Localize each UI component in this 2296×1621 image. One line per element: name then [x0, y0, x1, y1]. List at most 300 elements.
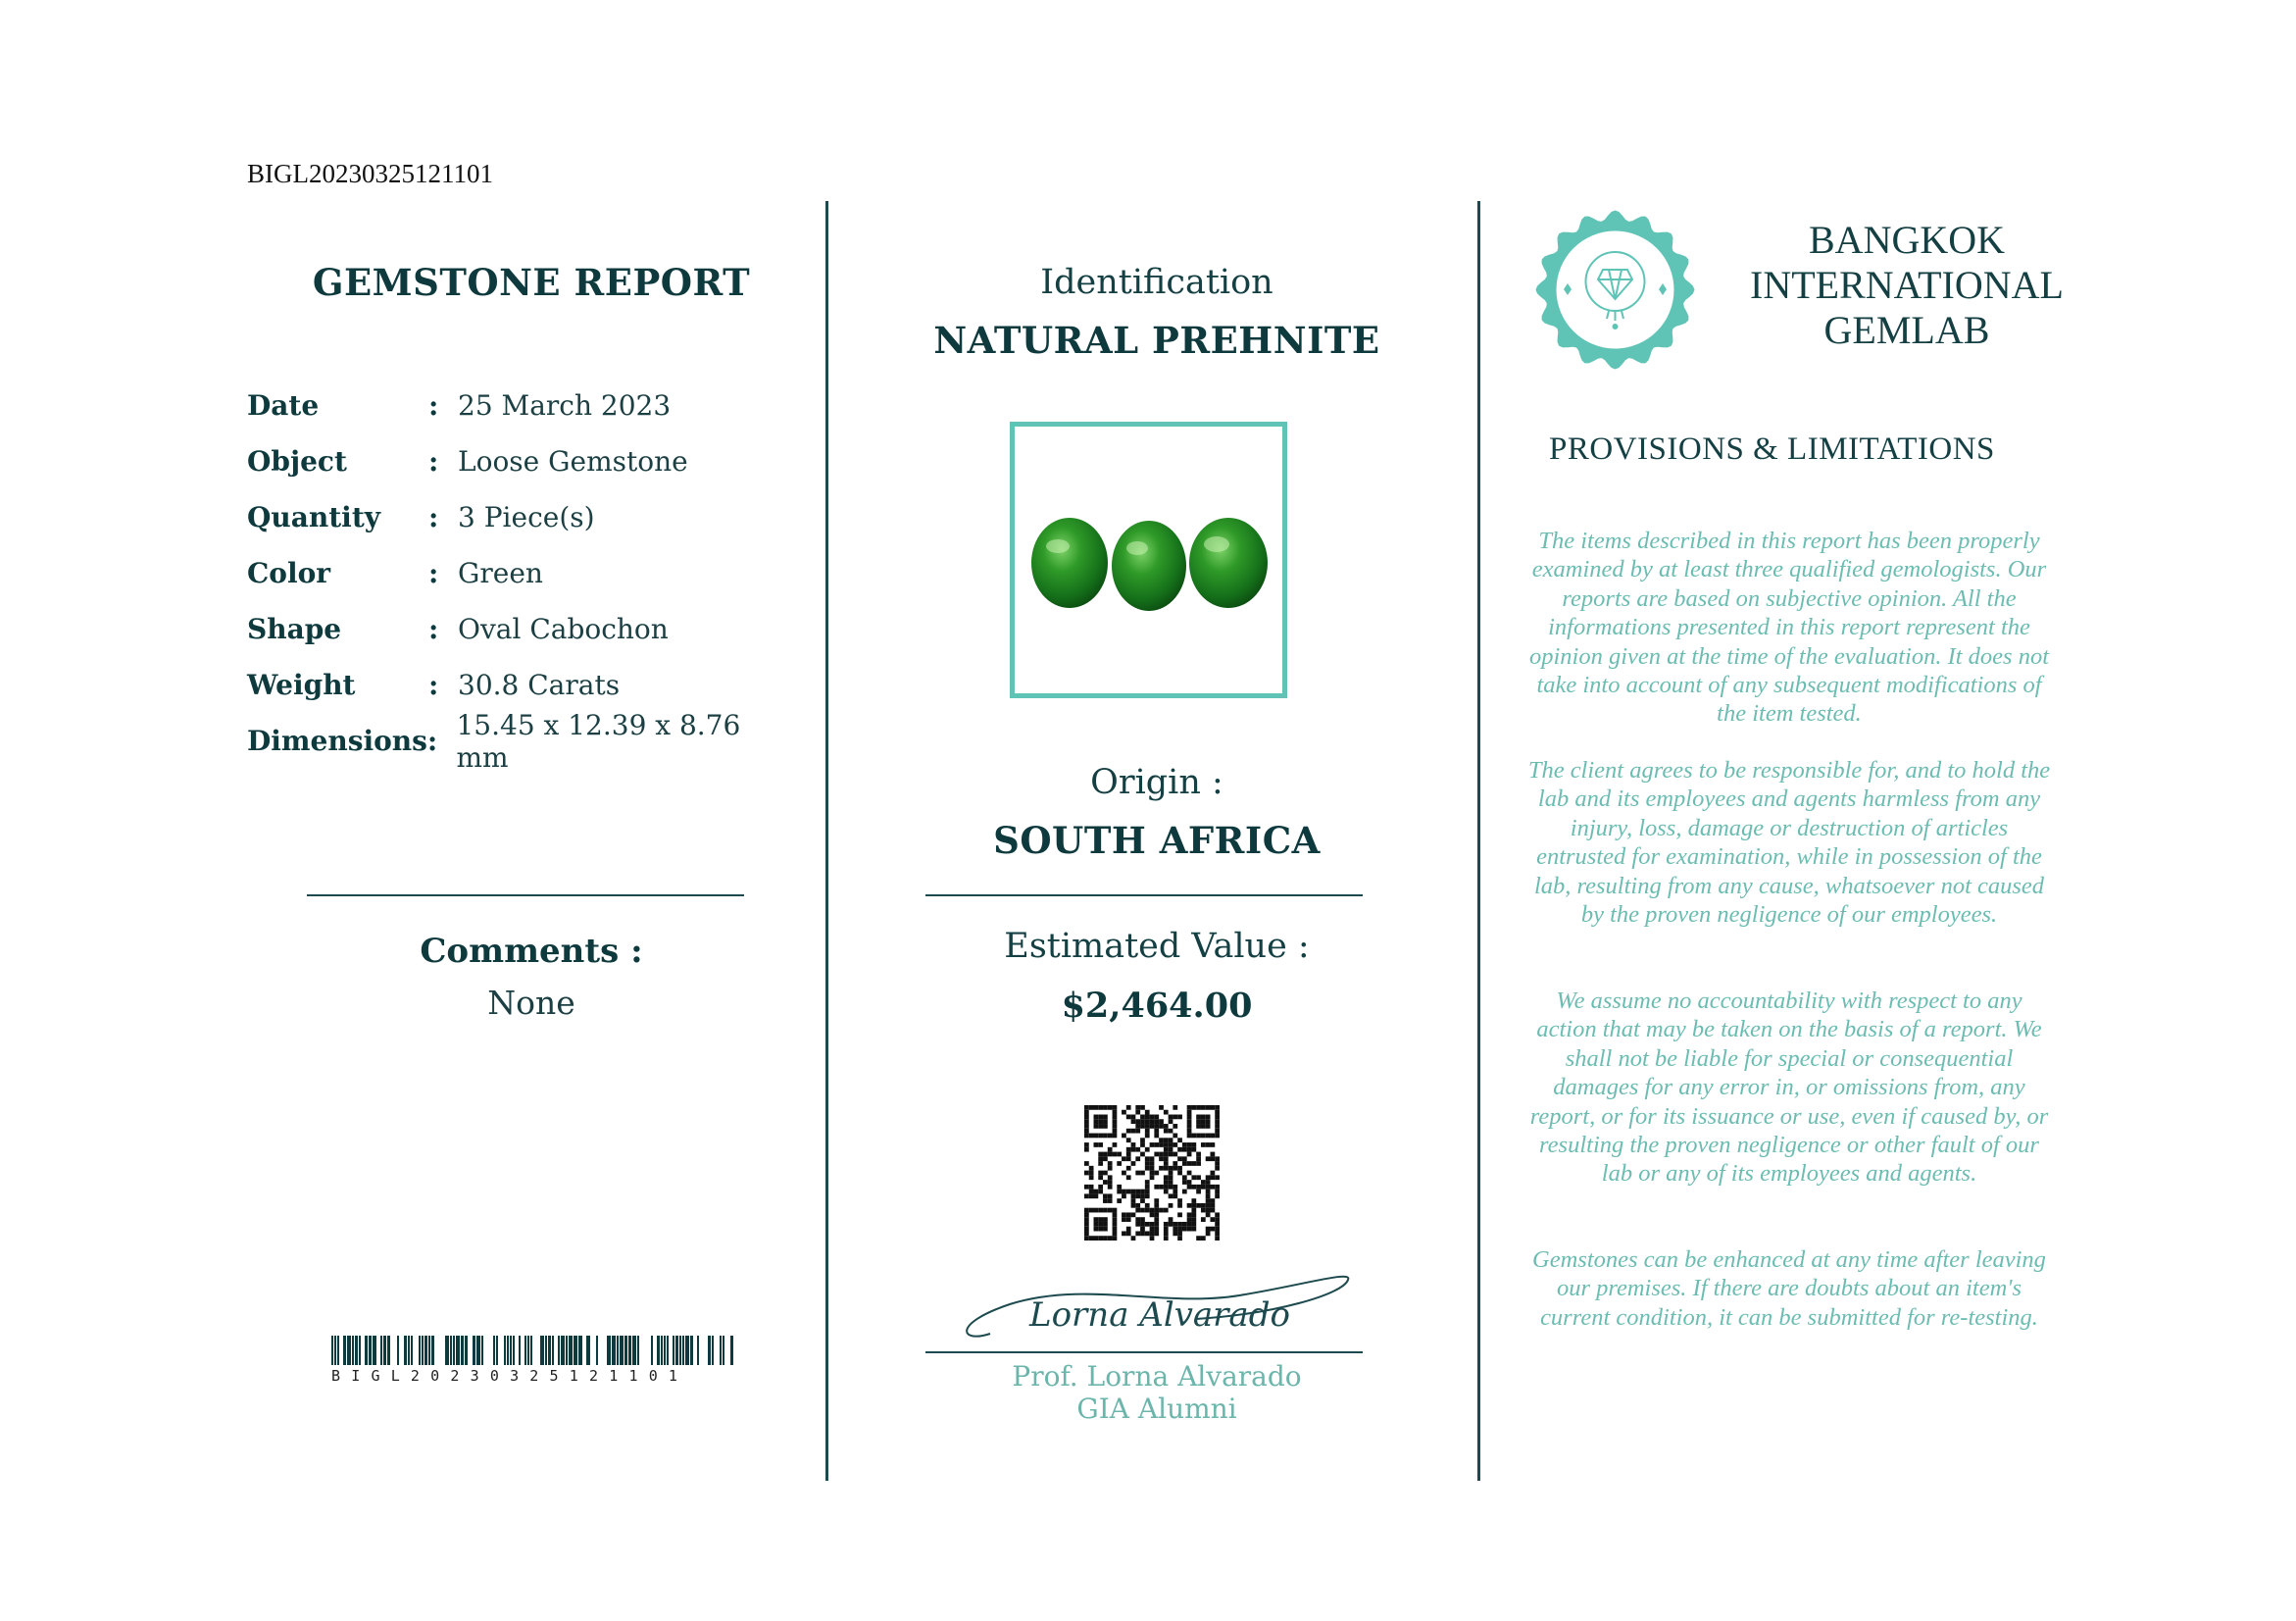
qr-module — [1173, 1190, 1177, 1194]
qr-module — [1150, 1212, 1155, 1217]
qr-module — [1206, 1231, 1211, 1236]
qr-module — [1084, 1193, 1089, 1198]
qr-module — [1122, 1193, 1126, 1198]
qr-module — [1206, 1156, 1211, 1161]
field-value: 3 Piece(s) — [458, 501, 595, 533]
qr-finder-module — [1215, 1134, 1220, 1139]
comments-label: Comments : — [420, 932, 643, 971]
qr-module — [1154, 1217, 1159, 1222]
qr-finder-module — [1187, 1115, 1192, 1120]
qr-module — [1126, 1115, 1131, 1120]
barcode-bar — [519, 1336, 521, 1365]
barcode-bar — [620, 1336, 624, 1365]
qr-finder-module — [1215, 1105, 1220, 1110]
qr-module — [1177, 1222, 1182, 1227]
qr-finder-module — [1113, 1217, 1118, 1222]
barcode-bar — [712, 1336, 714, 1365]
qr-module — [1164, 1152, 1169, 1157]
qr-module — [1173, 1134, 1177, 1139]
barcode-bar — [673, 1336, 674, 1365]
qr-module — [1084, 1185, 1089, 1190]
barcode-bar — [675, 1336, 678, 1365]
barcode-bar — [661, 1336, 663, 1365]
barcode-bar — [380, 1336, 382, 1365]
identification-value: NATURAL PREHNITE — [933, 319, 1380, 362]
qr-module — [1154, 1231, 1159, 1236]
qr-module — [1150, 1222, 1155, 1227]
lab-name-line: GEMLAB — [1823, 308, 1990, 352]
barcode-bar — [679, 1336, 681, 1365]
qr-module — [1098, 1152, 1103, 1157]
qr-module — [1169, 1193, 1173, 1198]
field-colon: : — [426, 725, 438, 757]
qr-finder-module — [1191, 1134, 1196, 1139]
qr-finder-module — [1103, 1124, 1108, 1129]
barcode-bar — [524, 1336, 526, 1365]
qr-module — [1177, 1231, 1182, 1236]
field-colon: : — [428, 501, 439, 533]
qr-module — [1150, 1236, 1155, 1241]
qr-module — [1131, 1198, 1136, 1203]
barcode-bar — [708, 1336, 711, 1365]
qr-module — [1206, 1198, 1211, 1203]
qr-module — [1164, 1185, 1169, 1190]
qr-module — [1135, 1231, 1140, 1236]
qr-module — [1126, 1147, 1131, 1152]
qr-module — [1126, 1175, 1131, 1180]
qr-module — [1145, 1185, 1150, 1190]
qr-module — [1145, 1115, 1150, 1120]
barcode-text: BIGL20230325121101 — [331, 1367, 689, 1385]
qr-finder-module — [1103, 1217, 1108, 1222]
qr-finder-module — [1113, 1110, 1118, 1115]
qr-module — [1215, 1193, 1220, 1198]
barcode-bar — [352, 1336, 354, 1365]
qr-finder-module — [1098, 1217, 1103, 1222]
qr-module — [1126, 1166, 1131, 1171]
qr-module — [1201, 1185, 1206, 1190]
barcode-bar — [558, 1336, 560, 1365]
lab-name-line: BANGKOK — [1809, 218, 2005, 262]
field-label: Dimensions — [247, 725, 427, 757]
gemstone-photo — [1010, 422, 1287, 698]
qr-module — [1215, 1217, 1220, 1222]
qr-module — [1182, 1227, 1187, 1232]
qr-finder-module — [1113, 1115, 1118, 1120]
barcode-bar — [664, 1336, 666, 1365]
qr-module — [1126, 1138, 1131, 1142]
qr-module — [1164, 1231, 1169, 1236]
qr-finder-module — [1084, 1119, 1089, 1124]
qr-module — [1177, 1198, 1182, 1203]
field-colon: : — [428, 389, 439, 422]
qr-module — [1098, 1171, 1103, 1176]
field-row-object — [247, 433, 796, 489]
qr-module — [1173, 1124, 1177, 1129]
qr-module — [1182, 1175, 1187, 1180]
qr-module — [1108, 1147, 1113, 1152]
barcode-bar — [445, 1336, 449, 1365]
qr-module — [1150, 1175, 1155, 1180]
qr-finder-module — [1084, 1217, 1089, 1222]
qr-module — [1191, 1185, 1196, 1190]
qr-module — [1169, 1185, 1173, 1190]
qr-module — [1154, 1134, 1159, 1139]
qr-module — [1215, 1161, 1220, 1166]
qr-module — [1159, 1142, 1164, 1147]
qr-module — [1206, 1193, 1211, 1198]
qr-finder-module — [1084, 1231, 1089, 1236]
qr-module — [1145, 1222, 1150, 1227]
barcode-bar — [355, 1336, 358, 1365]
qr-module — [1150, 1208, 1155, 1213]
qr-module — [1187, 1185, 1192, 1190]
barcode-bar — [628, 1336, 631, 1365]
qr-module — [1210, 1203, 1215, 1208]
qr-finder-module — [1113, 1227, 1118, 1232]
qr-finder-module — [1084, 1115, 1089, 1120]
qr-module — [1154, 1222, 1159, 1227]
qr-module — [1177, 1115, 1182, 1120]
qr-finder-module — [1098, 1115, 1103, 1120]
qr-module — [1145, 1208, 1150, 1213]
barcode-bar — [343, 1336, 346, 1365]
qr-module — [1131, 1236, 1136, 1241]
qr-module — [1117, 1185, 1122, 1190]
qr-finder-module — [1113, 1236, 1118, 1241]
qr-module — [1122, 1190, 1126, 1194]
qr-module — [1210, 1217, 1215, 1222]
field-colon: : — [428, 669, 439, 701]
qr-module — [1135, 1203, 1140, 1208]
qr-module — [1103, 1152, 1108, 1157]
qr-module — [1201, 1203, 1206, 1208]
qr-finder-module — [1113, 1208, 1118, 1213]
qr-finder-module — [1094, 1105, 1099, 1110]
barcode-bar — [337, 1336, 339, 1365]
qr-module — [1113, 1142, 1118, 1147]
qr-module — [1131, 1129, 1136, 1134]
qr-module — [1145, 1180, 1150, 1185]
qr-module — [1177, 1203, 1182, 1208]
qr-finder-module — [1084, 1227, 1089, 1232]
qr-module — [1210, 1198, 1215, 1203]
qr-module — [1145, 1110, 1150, 1115]
qr-finder-module — [1094, 1119, 1099, 1124]
qr-module — [1098, 1175, 1103, 1180]
qr-finder-module — [1187, 1134, 1192, 1139]
qr-finder-module — [1103, 1105, 1108, 1110]
qr-module — [1201, 1208, 1206, 1213]
qr-module — [1145, 1134, 1150, 1139]
barcode-bar — [450, 1336, 452, 1365]
qr-module — [1210, 1142, 1215, 1147]
qr-code — [1084, 1105, 1220, 1241]
qr-module — [1108, 1185, 1113, 1190]
barcode-bar — [552, 1336, 554, 1365]
qr-finder-module — [1196, 1119, 1201, 1124]
barcode — [331, 1336, 733, 1385]
qr-module — [1169, 1171, 1173, 1176]
qr-finder-module — [1206, 1115, 1211, 1120]
qr-module — [1094, 1193, 1099, 1198]
qr-module — [1117, 1152, 1122, 1157]
qr-module — [1113, 1152, 1118, 1157]
qr-module — [1122, 1217, 1126, 1222]
qr-module — [1169, 1142, 1173, 1147]
qr-finder-module — [1094, 1124, 1099, 1129]
qr-finder-module — [1098, 1124, 1103, 1129]
qr-module — [1150, 1115, 1155, 1120]
qr-module — [1215, 1231, 1220, 1236]
gemstone-image — [1015, 427, 1282, 693]
qr-module — [1159, 1166, 1164, 1171]
qr-finder-module — [1113, 1134, 1118, 1139]
qr-module — [1191, 1208, 1196, 1213]
qr-finder-module — [1098, 1134, 1103, 1139]
report-number: BIGL20230325121101 — [247, 159, 493, 188]
qr-finder-module — [1094, 1208, 1099, 1213]
barcode-bar — [453, 1336, 455, 1365]
qr-module — [1154, 1171, 1159, 1176]
qr-module — [1135, 1105, 1140, 1110]
qr-finder-module — [1210, 1134, 1215, 1139]
qr-finder-module — [1191, 1105, 1196, 1110]
barcode-bar — [507, 1336, 509, 1365]
qr-finder-module — [1094, 1227, 1099, 1232]
qr-module — [1191, 1203, 1196, 1208]
barcode-bar — [548, 1336, 551, 1365]
lab-seal-logo — [1534, 209, 1696, 371]
barcode-bar — [476, 1336, 480, 1365]
qr-module — [1135, 1119, 1140, 1124]
qr-module — [1108, 1152, 1113, 1157]
qr-module — [1187, 1180, 1192, 1185]
qr-module — [1210, 1171, 1215, 1176]
qr-finder-module — [1098, 1236, 1103, 1241]
barcode-bar — [513, 1336, 515, 1365]
qr-module — [1169, 1147, 1173, 1152]
signature-line — [925, 1351, 1363, 1353]
qr-module — [1177, 1166, 1182, 1171]
qr-module — [1173, 1185, 1177, 1190]
qr-finder-module — [1094, 1222, 1099, 1227]
qr-module — [1126, 1152, 1131, 1157]
qr-module — [1196, 1236, 1201, 1241]
qr-module — [1108, 1198, 1113, 1203]
qr-module — [1131, 1142, 1136, 1147]
qr-finder-module — [1187, 1129, 1192, 1134]
qr-module — [1196, 1185, 1201, 1190]
qr-module — [1210, 1175, 1215, 1180]
field-label: Date — [247, 389, 320, 422]
qr-module — [1103, 1180, 1108, 1185]
barcode-bars — [331, 1336, 733, 1365]
qr-module — [1206, 1227, 1211, 1232]
barcode-bar — [730, 1336, 733, 1365]
barcode-bar — [373, 1336, 376, 1365]
qr-finder-module — [1098, 1119, 1103, 1124]
qr-module — [1145, 1231, 1150, 1236]
qr-module — [1131, 1193, 1136, 1198]
barcode-bar — [365, 1336, 368, 1365]
qr-module — [1117, 1198, 1122, 1203]
qr-module — [1182, 1161, 1187, 1166]
qr-module — [1201, 1142, 1206, 1147]
signer-title: GIA Alumni — [1076, 1393, 1237, 1425]
qr-module — [1154, 1198, 1159, 1203]
qr-module — [1145, 1119, 1150, 1124]
field-row-quantity — [247, 489, 796, 545]
qr-module — [1103, 1156, 1108, 1161]
qr-module — [1135, 1217, 1140, 1222]
qr-module — [1122, 1134, 1126, 1139]
barcode-bar — [411, 1336, 413, 1365]
barcode-bar — [369, 1336, 372, 1365]
qr-module — [1191, 1217, 1196, 1222]
barcode-bar — [685, 1336, 689, 1365]
qr-module — [1173, 1193, 1177, 1198]
qr-module — [1191, 1222, 1196, 1227]
qr-module — [1169, 1175, 1173, 1180]
identification-label: Identification — [1040, 263, 1273, 302]
qr-module — [1145, 1161, 1150, 1166]
barcode-bar — [461, 1336, 464, 1365]
qr-module — [1159, 1185, 1164, 1190]
qr-module — [1145, 1190, 1150, 1194]
qr-module — [1173, 1227, 1177, 1232]
barcode-bar — [334, 1336, 336, 1365]
qr-module — [1169, 1138, 1173, 1142]
barcode-bar — [496, 1336, 498, 1365]
qr-module — [1164, 1110, 1169, 1115]
signer-name: Prof. Lorna Alvarado — [1012, 1360, 1302, 1393]
qr-module — [1154, 1208, 1159, 1213]
qr-finder-module — [1206, 1119, 1211, 1124]
qr-module — [1177, 1236, 1182, 1241]
qr-module — [1135, 1208, 1140, 1213]
qr-module — [1182, 1222, 1187, 1227]
barcode-bar — [527, 1336, 529, 1365]
qr-finder-module — [1196, 1134, 1201, 1139]
barcode-bar — [657, 1336, 660, 1365]
qr-module — [1173, 1222, 1177, 1227]
qr-module — [1150, 1231, 1155, 1236]
qr-module — [1131, 1203, 1136, 1208]
barcode-bar — [359, 1336, 361, 1365]
qr-finder-module — [1084, 1222, 1089, 1227]
qr-module — [1135, 1124, 1140, 1129]
estimated-value: $2,464.00 — [1061, 986, 1253, 1026]
report-fields — [247, 378, 796, 774]
qr-module — [1164, 1161, 1169, 1166]
qr-module — [1103, 1193, 1108, 1198]
qr-module — [1135, 1222, 1140, 1227]
field-value: Oval Cabochon — [458, 613, 669, 645]
qr-module — [1177, 1138, 1182, 1142]
qr-module — [1159, 1152, 1164, 1157]
qr-module — [1187, 1217, 1192, 1222]
qr-module — [1140, 1208, 1145, 1213]
qr-finder-module — [1215, 1115, 1220, 1120]
barcode-bar — [408, 1336, 410, 1365]
qr-finder-module — [1089, 1134, 1094, 1139]
qr-module — [1201, 1217, 1206, 1222]
qr-module — [1206, 1180, 1211, 1185]
qr-module — [1169, 1152, 1173, 1157]
barcode-bar — [465, 1336, 468, 1365]
qr-module — [1154, 1185, 1159, 1190]
qr-module — [1191, 1198, 1196, 1203]
qr-module — [1122, 1156, 1126, 1161]
qr-module — [1164, 1208, 1169, 1213]
qr-module — [1140, 1193, 1145, 1198]
qr-module — [1191, 1161, 1196, 1166]
qr-module — [1145, 1147, 1150, 1152]
qr-module — [1131, 1147, 1136, 1152]
qr-module — [1131, 1161, 1136, 1166]
qr-module — [1140, 1231, 1145, 1236]
qr-module — [1154, 1115, 1159, 1120]
barcode-bar — [697, 1336, 699, 1365]
qr-module — [1145, 1129, 1150, 1134]
qr-module — [1164, 1166, 1169, 1171]
qr-module — [1135, 1110, 1140, 1115]
barcode-bar — [624, 1336, 627, 1365]
qr-module — [1187, 1161, 1192, 1166]
center-divider — [925, 894, 1363, 896]
qr-module — [1215, 1175, 1220, 1180]
qr-finder-module — [1089, 1236, 1094, 1241]
barcode-bar — [596, 1336, 598, 1365]
qr-module — [1154, 1203, 1159, 1208]
qr-module — [1210, 1156, 1215, 1161]
qr-finder-module — [1084, 1110, 1089, 1115]
qr-module — [1206, 1142, 1211, 1147]
qr-module — [1159, 1156, 1164, 1161]
qr-module — [1135, 1156, 1140, 1161]
qr-module — [1108, 1175, 1113, 1180]
qr-module — [1145, 1166, 1150, 1171]
qr-module — [1191, 1147, 1196, 1152]
qr-finder-module — [1196, 1124, 1201, 1129]
qr-module — [1169, 1166, 1173, 1171]
qr-module — [1169, 1180, 1173, 1185]
qr-module — [1173, 1231, 1177, 1236]
qr-module — [1159, 1119, 1164, 1124]
qr-module — [1126, 1129, 1131, 1134]
lab-name-line: INTERNATIONAL — [1750, 263, 2064, 307]
qr-module — [1150, 1119, 1155, 1124]
qr-module — [1154, 1212, 1159, 1217]
qr-module — [1177, 1171, 1182, 1176]
qr-finder-module — [1215, 1119, 1220, 1124]
qr-module — [1140, 1222, 1145, 1227]
qr-module — [1177, 1147, 1182, 1152]
barcode-bar — [578, 1336, 582, 1365]
qr-module — [1154, 1152, 1159, 1157]
provisions-paragraph: Gemstones can be enhanced at any time after leaving our premises. If there are doubts about an item's current condition, it can be submitted for re-testing. — [1532, 1246, 2046, 1331]
qr-module — [1210, 1185, 1215, 1190]
qr-module — [1108, 1180, 1113, 1185]
qr-module — [1173, 1161, 1177, 1166]
qr-module — [1210, 1227, 1215, 1232]
barcode-bar — [569, 1336, 573, 1365]
qr-module — [1215, 1227, 1220, 1232]
qr-module — [1191, 1227, 1196, 1232]
qr-module — [1150, 1161, 1155, 1166]
barcode-bar — [530, 1336, 532, 1365]
